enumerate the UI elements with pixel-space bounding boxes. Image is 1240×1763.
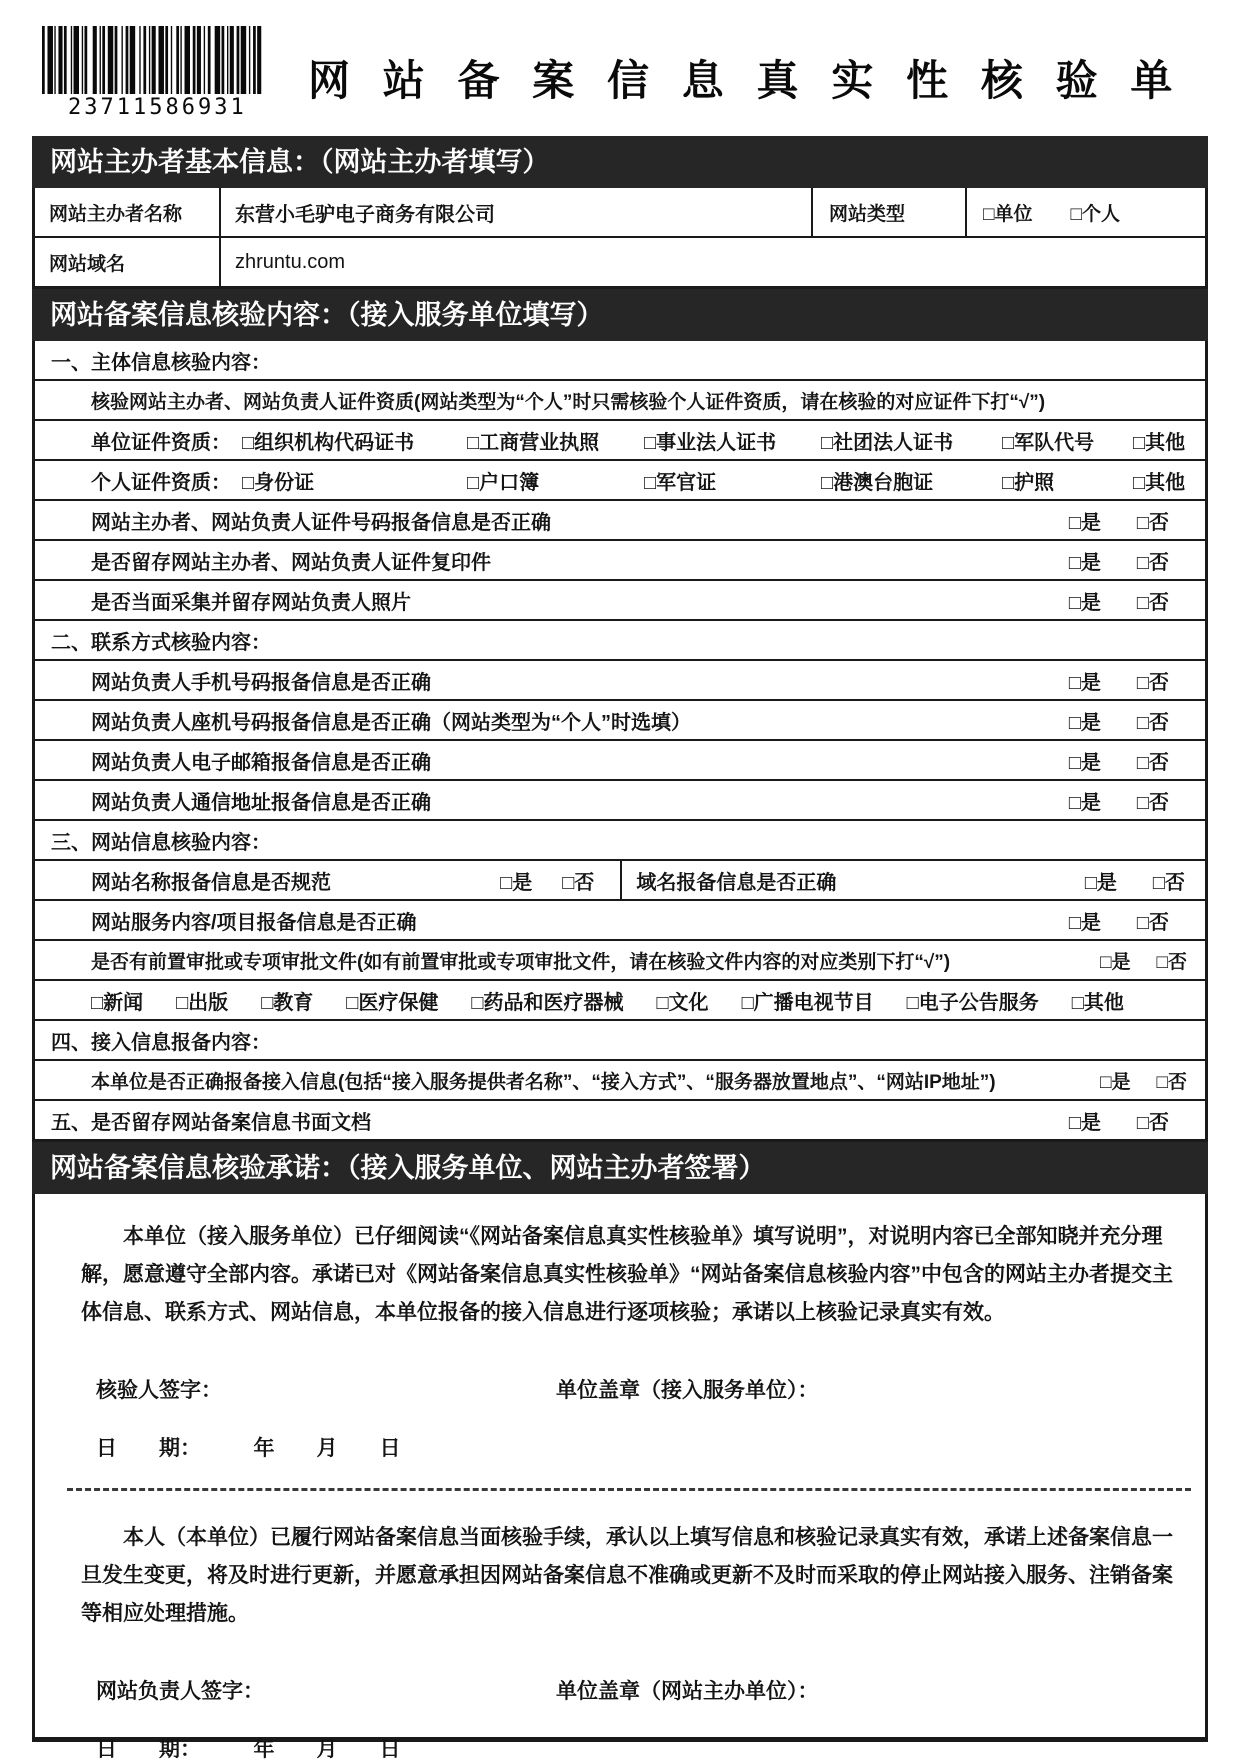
date-line-1[interactable]: 日 期： 年 月 日 — [96, 1437, 401, 1460]
yes-checkbox[interactable]: □是 — [500, 871, 533, 894]
responsible-sign-label[interactable]: 网站负责人签字： — [96, 1680, 264, 1703]
category-other-checkbox[interactable]: □其他 — [1071, 991, 1124, 1014]
mobile-yes-no — [1069, 666, 1169, 695]
part3-title: 三、网站信息核验内容： — [51, 831, 271, 854]
no-checkbox[interactable]: □否 — [1136, 511, 1169, 534]
category-news-checkbox[interactable]: □新闻 — [91, 991, 144, 1014]
verification-table — [32, 341, 1208, 1142]
site-type-label: 网站类型 — [811, 188, 965, 236]
unit-cert-row — [35, 419, 1205, 459]
unit-seal-label-organizer[interactable]: 单位盖章（网站主办单位）： — [556, 1680, 819, 1703]
category-drugs-devices-checkbox[interactable]: □药品和医疗器械 — [471, 991, 624, 1014]
domain-info-yes-no — [1085, 866, 1185, 895]
yes-checkbox[interactable]: □是 — [1068, 711, 1101, 734]
photo-row — [35, 579, 1205, 619]
approval-categories-row — [35, 979, 1205, 1019]
unit-cert-option-institution-checkbox[interactable]: □事业法人证书 — [644, 431, 777, 454]
landline-question: 网站负责人座机号码报备信息是否正确（网站类型为“个人”时选填） — [91, 711, 691, 734]
part5-title: 五、是否留存网站备案信息书面文档 — [51, 1111, 371, 1134]
no-checkbox[interactable]: □否 — [1136, 751, 1169, 774]
email-question: 网站负责人电子邮箱报备信息是否正确 — [91, 751, 431, 774]
form-page — [32, 0, 1208, 1761]
address-yes-no — [1069, 786, 1169, 815]
access-yes-no — [1100, 1067, 1187, 1094]
commitment-box — [32, 1194, 1208, 1761]
cert-number-question: 网站主办者、网站负责人证件号码报备信息是否正确 — [91, 511, 551, 534]
cert-copy-question: 是否留存网站主办者、网站负责人证件复印件 — [91, 551, 491, 574]
no-checkbox[interactable]: □否 — [1136, 1111, 1169, 1134]
landline-row — [35, 699, 1205, 739]
no-checkbox[interactable]: □否 — [562, 871, 595, 894]
yes-checkbox[interactable]: □是 — [1084, 871, 1117, 894]
category-ebbs-checkbox[interactable]: □电子公告服务 — [906, 991, 1039, 1014]
site-name-yes-no — [500, 866, 594, 895]
no-checkbox[interactable]: □否 — [1152, 871, 1185, 894]
part1-title: 一、主体信息核验内容： — [51, 351, 271, 374]
barcode-image — [42, 26, 264, 94]
no-checkbox[interactable]: □否 — [1136, 671, 1169, 694]
mobile-row — [35, 659, 1205, 699]
cut-dashed-divider — [67, 1488, 1191, 1491]
organizer-name-label: 网站主办者名称 — [49, 203, 183, 225]
unit-cert-option-business-license-checkbox[interactable]: □工商营业执照 — [467, 431, 600, 454]
category-education-checkbox[interactable]: □教育 — [261, 991, 314, 1014]
unit-cert-option-military-checkbox[interactable]: □军队代号 — [1002, 431, 1095, 454]
organizer-name-value[interactable]: 东营小毛驴电子商务有限公司 — [219, 188, 811, 236]
unit-cert-option-social-org-checkbox[interactable]: □社团法人证书 — [821, 431, 954, 454]
no-checkbox[interactable]: □否 — [1136, 791, 1169, 814]
cert-number-row — [35, 499, 1205, 539]
cert-note: 核验网站主办者、网站负责人证件资质(网站类型为“个人”时只需核验个人证件资质，请在核验的对应证件下打“√”) — [91, 391, 1046, 413]
service-yes-no — [1069, 906, 1169, 935]
organizer-name-row — [35, 188, 1205, 236]
access-row — [35, 1059, 1205, 1099]
date-line-2[interactable]: 日 期： 年 月 日 — [96, 1738, 401, 1761]
yes-checkbox[interactable]: □是 — [1068, 751, 1101, 774]
photo-yes-no — [1069, 586, 1169, 615]
unit-cert-label: 单位证件资质： — [91, 431, 231, 454]
commitment-paragraph-1: 本单位（接入服务单位）已仔细阅读“《网站备案信息真实性核验单》填写说明”，对说明内容已全部知晓并充分理解，愿意遵守全部内容。承诺已对《网站备案信息真实性核验单》“网站备案信息核验内容”中包含的网站主办者提交主体信息、联系方式、网站信息，本单位报备的接入信息进行逐项核验；承诺以上核验记录真实有效。 — [81, 1225, 1173, 1324]
yes-checkbox[interactable]: □是 — [1068, 911, 1101, 934]
yes-checkbox[interactable]: □是 — [1068, 791, 1101, 814]
personal-cert-label: 个人证件资质： — [91, 471, 231, 494]
site-name-domain-row — [35, 859, 1205, 899]
verifier-sign-line — [81, 1374, 1175, 1404]
part3-title-row — [35, 819, 1205, 859]
part5-yes-no — [1069, 1106, 1169, 1135]
domain-label: 网站域名 — [49, 253, 126, 275]
part2-title: 二、联系方式核验内容： — [51, 631, 271, 654]
address-question: 网站负责人通信地址报备信息是否正确 — [91, 791, 431, 814]
form-title: 网站备案信息真实性核验单 — [308, 57, 1206, 104]
no-checkbox[interactable]: □否 — [1136, 911, 1169, 934]
domain-info-cell — [622, 866, 1205, 895]
yes-checkbox[interactable]: □是 — [1068, 591, 1101, 614]
domain-info-question: 域名报备信息是否正确 — [636, 871, 837, 894]
yes-checkbox[interactable]: □是 — [1100, 1071, 1131, 1093]
category-healthcare-checkbox[interactable]: □医疗保健 — [346, 991, 439, 1014]
address-row — [35, 779, 1205, 819]
landline-yes-no — [1069, 706, 1169, 735]
no-checkbox[interactable]: □否 — [1136, 711, 1169, 734]
no-checkbox[interactable]: □否 — [1156, 951, 1187, 973]
site-type-unit-checkbox[interactable]: □单位 — [983, 203, 1033, 225]
barcode-block — [42, 26, 274, 120]
organizer-info-table — [32, 188, 1208, 289]
personal-cert-option-officer-checkbox[interactable]: □军官证 — [644, 471, 717, 494]
access-question: 本单位是否正确报备接入信息(包括“接入服务提供者名称”、“接入方式”、“服务器放置地点”、“网站IP地址”) — [91, 1071, 996, 1093]
service-question: 网站服务内容/项目报备信息是否正确 — [91, 911, 417, 934]
yes-checkbox[interactable]: □是 — [1068, 1111, 1101, 1134]
part1-title-row — [35, 341, 1205, 379]
site-name-question: 网站名称报备信息是否规范 — [91, 871, 331, 894]
personal-cert-option-id-checkbox[interactable]: □身份证 — [242, 471, 315, 494]
no-checkbox[interactable]: □否 — [1136, 591, 1169, 614]
personal-cert-option-passport-checkbox[interactable]: □护照 — [1002, 471, 1055, 494]
site-type-options — [965, 188, 1205, 236]
category-broadcast-checkbox[interactable]: □广播电视节目 — [741, 991, 874, 1014]
part4-title: 四、接入信息报备内容： — [51, 1031, 271, 1054]
section3-header: 网站备案信息核验承诺：（接入服务单位、网站主办者签署） — [32, 1142, 1208, 1194]
part5-row — [35, 1099, 1205, 1139]
unit-seal-label-isp[interactable]: 单位盖章（接入服务单位）： — [556, 1379, 819, 1402]
section1-header: 网站主办者基本信息：（网站主办者填写） — [32, 136, 1208, 188]
personal-cert-option-hukou-checkbox[interactable]: □户口簿 — [467, 471, 540, 494]
category-publishing-checkbox[interactable]: □出版 — [176, 991, 229, 1014]
domain-row — [35, 236, 1205, 286]
verifier-sign-label[interactable]: 核验人签字： — [96, 1379, 222, 1402]
cert-copy-yes-no — [1069, 546, 1169, 575]
category-culture-checkbox[interactable]: □文化 — [656, 991, 709, 1014]
part4-title-row — [35, 1019, 1205, 1059]
no-checkbox[interactable]: □否 — [1136, 551, 1169, 574]
email-yes-no — [1069, 746, 1169, 775]
approval-yes-no — [1100, 947, 1187, 974]
yes-checkbox[interactable]: □是 — [1068, 511, 1101, 534]
part2-title-row — [35, 619, 1205, 659]
unit-cert-option-org-code-checkbox[interactable]: □组织机构代码证书 — [242, 431, 415, 454]
unit-cert-option-other-checkbox[interactable]: □其他 — [1133, 431, 1186, 454]
no-checkbox[interactable]: □否 — [1156, 1071, 1187, 1093]
approval-row — [35, 939, 1205, 979]
personal-cert-row — [35, 459, 1205, 499]
personal-cert-option-other-checkbox[interactable]: □其他 — [1133, 471, 1186, 494]
section2-header: 网站备案信息核验内容：（接入服务单位填写） — [32, 289, 1208, 341]
domain-value[interactable]: zhruntu.com — [219, 238, 1205, 286]
email-row — [35, 739, 1205, 779]
cert-number-yes-no — [1069, 506, 1169, 535]
cert-copy-row — [35, 539, 1205, 579]
cert-note-row — [35, 379, 1205, 419]
personal-cert-grid — [91, 466, 1189, 495]
unit-cert-grid — [91, 426, 1189, 455]
approval-question: 是否有前置审批或专项审批文件(如有前置审批或专项审批文件，请在核验文件内容的对应类别下打“√”) — [91, 951, 951, 973]
form-header — [32, 26, 1208, 130]
commitment-paragraph-2: 本人（本单位）已履行网站备案信息当面核验手续，承认以上填写信息和核验记录真实有效，承诺上述备案信息一旦发生变更，将及时进行更新，并愿意承担因网站备案信息不准确或更新不及时而采取的停止网站接入服务、注销备案等相应处理措施。 — [81, 1526, 1173, 1625]
mobile-question: 网站负责人手机号码报备信息是否正确 — [91, 671, 431, 694]
site-type-personal-checkbox[interactable]: □个人 — [1070, 203, 1120, 225]
photo-question: 是否当面采集并留存网站负责人照片 — [91, 591, 411, 614]
yes-checkbox[interactable]: □是 — [1100, 951, 1131, 973]
service-row — [35, 899, 1205, 939]
yes-checkbox[interactable]: □是 — [1068, 671, 1101, 694]
yes-checkbox[interactable]: □是 — [1068, 551, 1101, 574]
site-name-cell — [35, 861, 622, 899]
responsible-sign-line — [81, 1675, 1175, 1705]
approval-categories — [91, 986, 1124, 1015]
barcode-number: 23711586931 — [68, 95, 247, 120]
personal-cert-option-hmt-checkbox[interactable]: □港澳台胞证 — [821, 471, 934, 494]
